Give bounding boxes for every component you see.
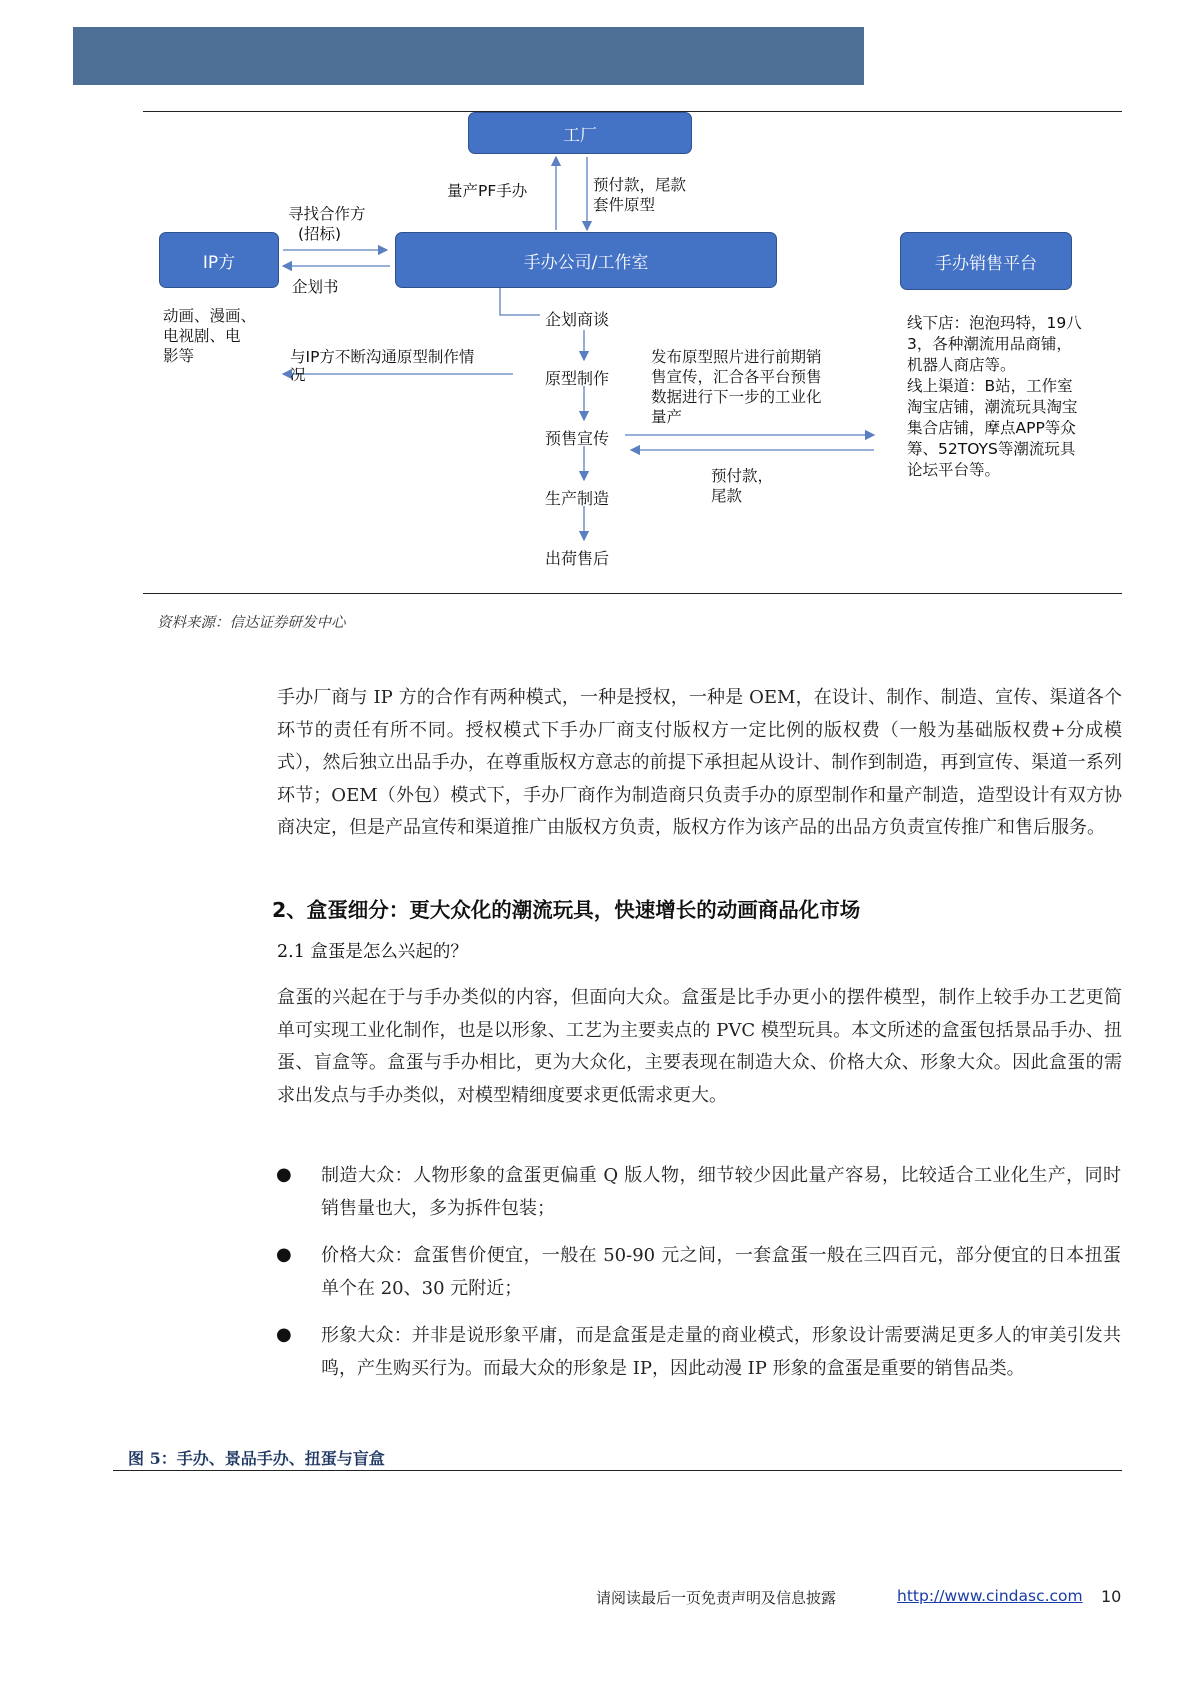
node-factory: 工厂: [468, 112, 692, 154]
label-presale-info-line: 售宣传，汇合各平台预售: [651, 368, 822, 386]
page-number: 10: [1101, 1587, 1122, 1606]
sales-channels-line: 淘宝店铺，潮流玩具淘宝: [907, 398, 1078, 416]
label-mass-production: 量产PF手办: [447, 182, 528, 200]
sales-channels-line: 线下店：泡泡玛特，19八: [907, 314, 1082, 332]
bullet-text: 制造大众：人物形象的盒蛋更偏重 Q 版人物，细节较少因此量产容易，比较适合工业化生产，同时销售量也大，多为拆件包装；: [321, 1165, 1121, 1219]
sales-channels-line: 集合店铺，摩点APP等众: [907, 419, 1076, 437]
bullet-dot-icon: ●: [276, 1164, 292, 1185]
label-presale-info-line: 数据进行下一步的工业化: [651, 388, 822, 406]
sales-channels: [907, 313, 1082, 481]
label-factory-prepay: [593, 175, 686, 215]
label-platform-prepay: [711, 466, 773, 506]
label-presale-info: [651, 347, 822, 427]
label-factory-prepay-line: 预付款，尾款: [593, 176, 687, 194]
sales-channels-line: 机器人商店等。: [907, 356, 1016, 374]
paragraph-rise-of-blind-box: 盒蛋的兴起在于与手办类似的内容，但面向大众。盒蛋是比手办更小的摆件模型，制作上较手办工艺更简单可实现工业化制作，也是以形象、工艺为主要卖点的 PVC 模型玩具。本文所述的盒蛋包括景品手办、扭蛋、盲盒等。盒蛋与手办相比，更为大众化，主要表现在制造大众、价格大众、形象大众。因此盒蛋的需求出发点与手办类似，对模型精细度要求更低需求更大。: [277, 987, 1122, 1106]
label-communicate-line: 况: [290, 366, 306, 384]
flow-diagram-arrows: [0, 0, 1200, 600]
label-platform-prepay-line: 预付款，: [711, 467, 774, 485]
figure-caption: 图 5：手办、景品手办、扭蛋与盲盒: [128, 1449, 385, 1468]
sales-channels-line: 3，各种潮流用品商铺，: [907, 335, 1072, 353]
ip-types-line: 动画、漫画、: [163, 307, 257, 325]
sales-channels-line: 论坛平台等。: [907, 461, 1001, 479]
step-production: 生产制造: [545, 489, 610, 508]
footer-website-link[interactable]: http://www.cindasc.com: [897, 1587, 1083, 1605]
step-shipping: 出荷售后: [545, 549, 610, 568]
label-plan-book: 企划书: [292, 278, 339, 296]
label-find-partner-line: 寻找合作方: [288, 205, 366, 223]
ip-types-line: 电视剧、电: [163, 327, 241, 345]
paragraph-cooperation-modes: 手办厂商与 IP 方的合作有两种模式，一种是授权，一种是 OEM，在设计、制作、制造、宣传、渠道各个环节的责任有所不同。授权模式下手办厂商支付版权方一定比例的版权费（一般为基础版权费+分成模式），然后独立出品手办，在尊重版权方意志的前提下承担起从设计、制作到制造，再到宣传、渠道一系列环节；OEM（外包）模式下，手办厂商作为制造商只负责手办的原型制作和量产制造，造型设计有双方协商决定，但是产品宣传和渠道推广由版权方负责，版权方作为该产品的出品方负责宣传推广和售后服务。: [277, 687, 1122, 838]
label-communicate-line: 与IP方不断沟通原型制作情: [290, 348, 475, 366]
sales-channels-line: 线上渠道：B站，工作室: [907, 377, 1073, 395]
node-sales-platform: 手办销售平台: [900, 232, 1072, 290]
subheading: 2.1 盒蛋是怎么兴起的？: [277, 942, 468, 962]
bullet-text: 形象大众：并非是说形象平庸，而是盒蛋是走量的商业模式，形象设计需要满足更多人的审美引发共鸣，产生购买行为。而最大众的形象是 IP，因此动漫 IP 形象的盒蛋是重要的销售品类。: [321, 1325, 1121, 1379]
section-heading: 2、盒蛋细分：更大众化的潮流玩具，快速增长的动画商品化市场: [272, 898, 861, 922]
label-platform-prepay-line: 尾款: [711, 487, 743, 505]
step-presale: 预售宣传: [545, 429, 610, 448]
connector-company-to-planning: [500, 288, 540, 315]
step-planning: 企划商谈: [545, 310, 610, 329]
label-communicate: [290, 347, 474, 385]
source-note: 资料来源：信达证券研发中心: [157, 615, 346, 631]
bullet-dot-icon: ●: [276, 1324, 292, 1345]
node-figure-company: 手办公司/工作室: [395, 232, 777, 288]
bullet-text: 价格大众：盒蛋售价便宜，一般在 50-90 元之间，一套盒蛋一般在三四百元，部分便宜的日本扭蛋单个在 20、30 元附近；: [321, 1245, 1121, 1299]
label-presale-info-line: 发布原型照片进行前期销: [651, 348, 822, 366]
step-prototype: 原型制作: [545, 369, 610, 388]
bullet-dot-icon: ●: [276, 1244, 292, 1265]
label-find-partner-line: (招标): [298, 225, 342, 243]
footer-disclaimer: 请阅读最后一页免责声明及信息披露: [596, 1589, 837, 1607]
ip-types-line: 影等: [163, 347, 195, 365]
label-factory-prepay-line: 套件原型: [593, 196, 656, 214]
sales-channels-line: 筹、52TOYS等潮流玩具: [907, 440, 1076, 458]
ip-types: [163, 306, 256, 366]
node-ip-side: IP方: [159, 232, 279, 288]
figure-caption-rule: [113, 1470, 1122, 1471]
label-presale-info-line: 量产: [651, 408, 683, 426]
label-find-partner: [288, 204, 366, 244]
